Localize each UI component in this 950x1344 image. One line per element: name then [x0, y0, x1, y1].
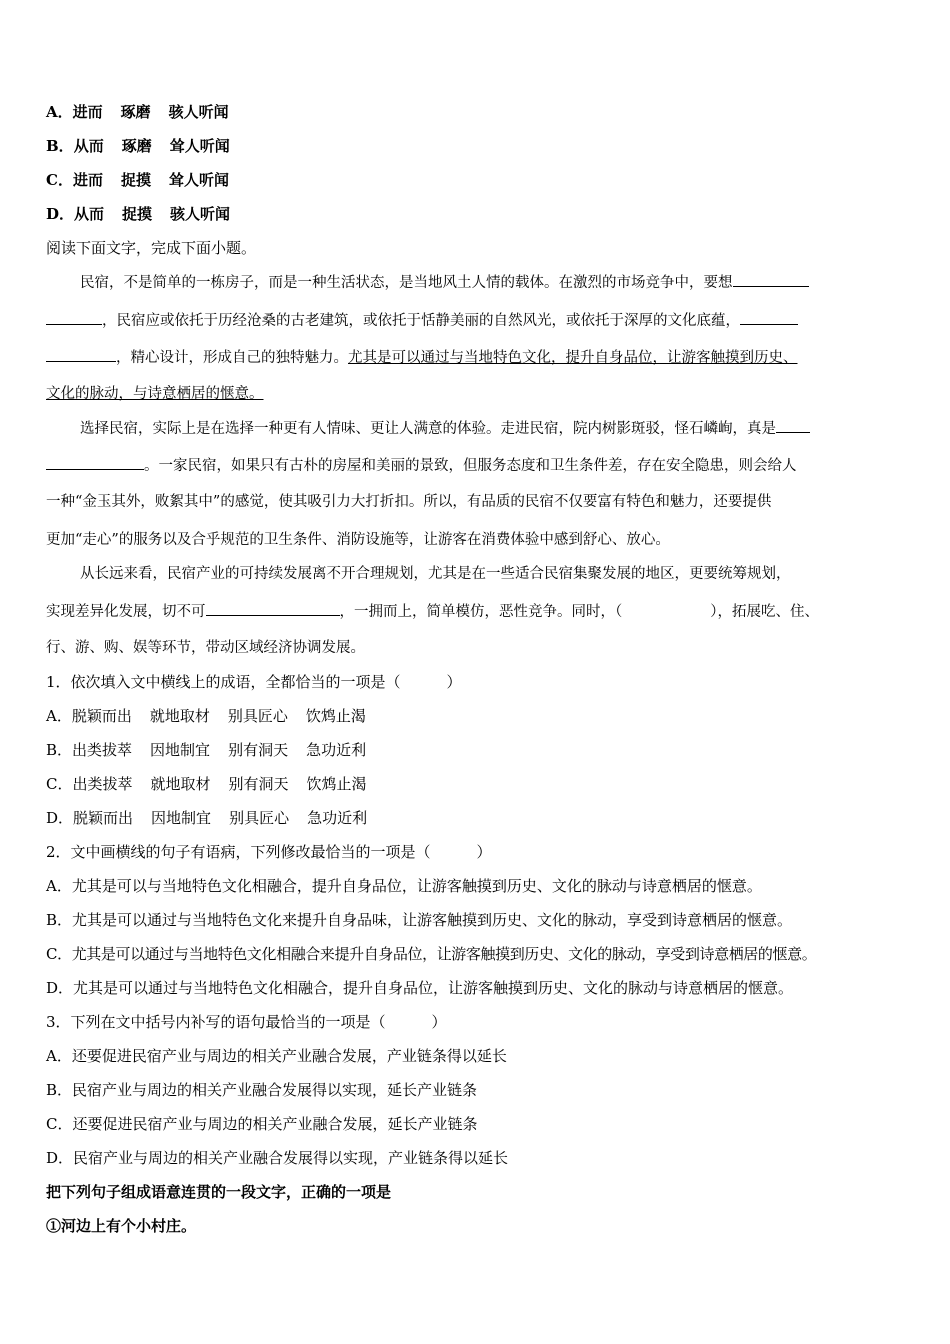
q3-option-d: D．民宿产业与周边的相关产业融合发展得以实现，产业链条得以延长	[46, 1149, 509, 1167]
underlined-sentence-cont: 文化的脉动，与诗意栖居的惬意。	[46, 386, 264, 402]
prev-option-a: A．进而 琢磨 骇人听闻	[46, 103, 229, 121]
reading-instruction: 阅读下面文字，完成下面小题。	[46, 239, 257, 257]
passage-p1-line4	[46, 384, 906, 404]
passage-p1-line3: ，精心设计，形成自己的独特魅力。尤其是可以通过与当地特色文化，提升自身品位，让游客触摸到历史、	[46, 347, 906, 368]
passage-p2-line4: 更加“走心”的服务以及合乎规范的卫生条件、消防设施等，让游客在消费体验中感到舒心、放心。	[46, 532, 670, 548]
q2-stem: 2．文中画横线的句子有语病，下列修改最恰当的一项是（ ）	[46, 843, 492, 861]
prev-option-d: D．从而 捉摸 骇人听闻	[46, 205, 231, 223]
prev-option-c: C．进而 捉摸 耸人听闻	[46, 171, 229, 189]
prev-option-b: B．从而 琢磨 耸人听闻	[46, 137, 230, 155]
q2-option-d: D．尤其是可以通过与当地特色文化相融合，提升自身品位，让游客触摸到历史、文化的脉动与诗意栖居的惬意。	[46, 979, 794, 997]
q2-option-b: B．尤其是可以通过与当地特色文化来提升自身品味，让游客触摸到历史、文化的脉动，享受到诗意栖居的惬意。	[46, 911, 793, 929]
passage-p1-line2: ，民宿应或依托于历经沧桑的古老建筑，或依托于恬静美丽的自然风光，或依托于深厚的文化底蕴，	[46, 310, 906, 331]
blank-2	[740, 310, 798, 325]
q1-option-c: C．出类拔萃 就地取材 别有洞天 饮鸩止渴	[46, 775, 367, 793]
next-question-stem: 把下列句子组成语意连贯的一段文字，正确的一项是	[46, 1183, 392, 1201]
blank-1	[733, 272, 809, 287]
blank-1-cont	[46, 310, 102, 325]
blank-2-cont	[46, 347, 116, 362]
next-question-sentence-1: ①河边上有个小村庄。	[46, 1217, 197, 1235]
underlined-sentence: 尤其是可以通过与当地特色文化，提升自身品位，让游客触摸到历史、	[348, 350, 798, 366]
passage-p2-line2: 。一家民宿，如果只有古朴的房屋和美丽的景致，但服务态度和卫生条件差，存在安全隐患，则会给人	[46, 455, 906, 476]
passage-p3-line1: 从长远来看，民宿产业的可持续发展离不开合理规划，尤其是在一些适合民宿集聚发展的地区，更要统筹规划，	[80, 566, 791, 582]
q3-stem: 3．下列在文中括号内补写的语句最恰当的一项是（ ）	[46, 1013, 447, 1031]
q1-option-a: A．脱颖而出 就地取材 别具匠心 饮鸩止渴	[46, 707, 366, 725]
q3-option-a: A．还要促进民宿产业与周边的相关产业融合发展，产业链条得以延长	[46, 1047, 507, 1065]
q2-option-a: A．尤其是可以与当地特色文化相融合，提升自身品位，让游客触摸到历史、文化的脉动与诗意栖居的惬意。	[46, 877, 762, 895]
blank-3	[776, 418, 810, 433]
passage-p3-line2: 实现差异化发展，切不可 ，一拥而上，简单模仿，恶性竞争。同时，（ ），拓展吃、住、	[46, 601, 906, 622]
q2-option-c: C．尤其是可以通过与当地特色文化相融合来提升自身品位，让游客触摸到历史、文化的脉动，享受到诗意栖居的惬意。	[46, 945, 817, 963]
passage-p2-line3: 一种“金玉其外，败絮其中”的感觉，使其吸引力大打折扣。所以，有品质的民宿不仅要富有特色和魅力，还要提供	[46, 494, 772, 510]
blank-4	[206, 601, 340, 616]
passage-p3-line3: 行、游、购、娱等环节，带动区域经济协调发展。	[46, 640, 365, 656]
q3-option-b: B．民宿产业与周边的相关产业融合发展得以实现，延长产业链条	[46, 1081, 478, 1099]
q1-option-d: D．脱颖而出 因地制宜 别具匠心 急功近利	[46, 809, 368, 827]
q1-option-b: B．出类拔萃 因地制宜 别有洞天 急功近利	[46, 741, 367, 759]
q3-option-c: C．还要促进民宿产业与周边的相关产业融合发展，延长产业链条	[46, 1115, 478, 1133]
blank-3-cont	[46, 455, 144, 470]
q1-stem: 1．依次填入文中横线上的成语，全都恰当的一项是（ ）	[46, 673, 462, 691]
passage-p1-line1: 民宿，不是简单的一栋房子，而是一种生活状态，是当地风土人情的载体。在激烈的市场竞争中，要想	[80, 272, 906, 293]
passage-p2-line1: 选择民宿，实际上是在选择一种更有人情味、更让人满意的体验。走进民宿，院内树影斑驳，怪石嶙峋，真是	[80, 418, 906, 439]
